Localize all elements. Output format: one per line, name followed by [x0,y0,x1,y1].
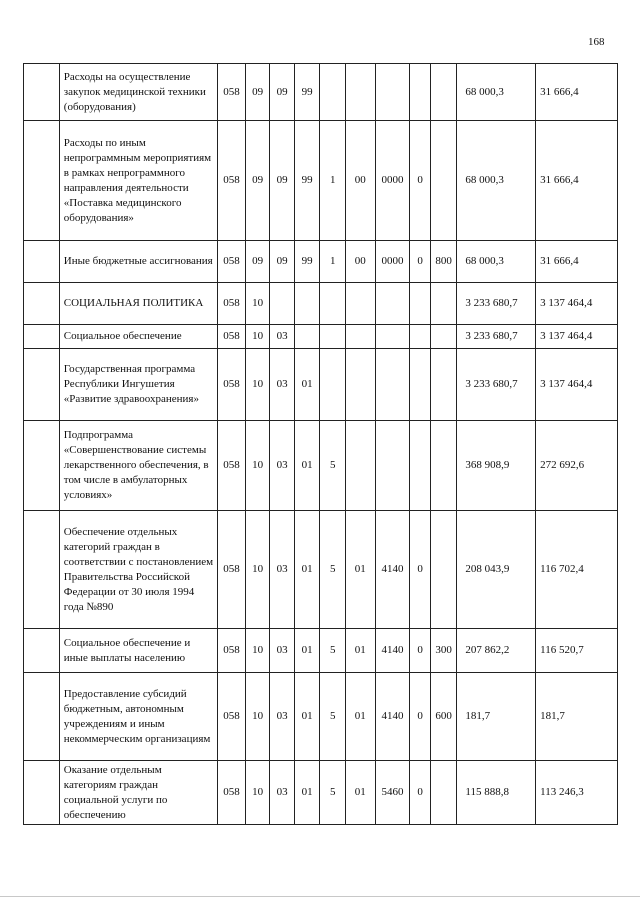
expense-type-code-cell [430,121,457,241]
event-code-cell [345,325,375,349]
row-name-cell: Расходы на осуществление закупок медицинской техники (оборудования) [59,64,217,121]
subsection-code-cell: 03 [270,511,295,629]
direction-code-cell: 4140 [375,511,410,629]
subsection-code-cell: 03 [270,629,295,673]
extra-code-cell: 0 [410,673,430,761]
section-code-cell: 10 [245,673,270,761]
amount-1-cell: 68 000,3 [457,64,536,121]
table-row [24,761,618,825]
row-number-cell [24,241,60,283]
direction-code-cell [375,283,410,325]
subsection-code-cell: 09 [270,64,295,121]
direction-code-cell: 0000 [375,121,410,241]
event-code-cell: 01 [345,511,375,629]
subsection-code-cell: 03 [270,325,295,349]
admin-code-cell: 058 [218,241,246,283]
table-row [24,121,618,241]
extra-code-cell: 0 [410,511,430,629]
section-code-cell: 10 [245,349,270,421]
budget-table [23,63,618,825]
event-code-cell: 01 [345,629,375,673]
subprogram-code-cell [320,349,346,421]
extra-code-cell [410,349,430,421]
amount-2-cell: 116 520,7 [536,629,618,673]
event-code-cell: 00 [345,241,375,283]
extra-code-cell: 0 [410,121,430,241]
row-name-cell: Подпрограмма «Совершенствование системы лекарственного обеспечения, в том числе в амбулаторных условиях» [59,421,217,511]
event-code-cell [345,421,375,511]
amount-1-cell: 207 862,2 [457,629,536,673]
expense-type-code-cell [430,421,457,511]
section-code-cell: 10 [245,283,270,325]
table-row [24,673,618,761]
page-number: 168 [588,36,605,48]
subsection-code-cell: 03 [270,421,295,511]
table-row [24,629,618,673]
subprogram-code-cell: 5 [320,421,346,511]
section-code-cell: 10 [245,421,270,511]
amount-1-cell: 68 000,3 [457,241,536,283]
row-number-cell [24,511,60,629]
expense-type-code-cell [430,349,457,421]
row-number-cell [24,283,60,325]
extra-code-cell [410,421,430,511]
admin-code-cell: 058 [218,121,246,241]
subsection-code-cell: 09 [270,241,295,283]
page-bottom-edge [0,896,640,897]
amount-2-cell: 272 692,6 [536,421,618,511]
program-code-cell: 01 [294,629,320,673]
expense-type-code-cell: 800 [430,241,457,283]
extra-code-cell [410,64,430,121]
row-number-cell [24,673,60,761]
subprogram-code-cell: 1 [320,121,346,241]
table-row [24,421,618,511]
row-name-cell: Обеспечение отдельных категорий граждан в соответствии с постановлением Правительства Российской Федерации от 30 июля 1994 года №890 [59,511,217,629]
subprogram-code-cell [320,283,346,325]
row-name-cell: СОЦИАЛЬНАЯ ПОЛИТИКА [59,283,217,325]
admin-code-cell: 058 [218,283,246,325]
subsection-code-cell [270,283,295,325]
expense-type-code-cell [430,283,457,325]
expense-type-code-cell [430,325,457,349]
admin-code-cell: 058 [218,349,246,421]
event-code-cell [345,349,375,421]
expense-type-code-cell [430,511,457,629]
row-name-cell: Социальное обеспечение и иные выплаты населению [59,629,217,673]
amount-2-cell: 31 666,4 [536,121,618,241]
section-code-cell: 09 [245,121,270,241]
event-code-cell: 00 [345,121,375,241]
event-code-cell [345,64,375,121]
row-name-cell: Расходы по иным непрограммным мероприятиям в рамках непрограммного направления деятельности «Поставка медицинского оборудования» [59,121,217,241]
admin-code-cell: 058 [218,629,246,673]
event-code-cell: 01 [345,673,375,761]
extra-code-cell: 0 [410,629,430,673]
amount-1-cell: 68 000,3 [457,121,536,241]
table-row [24,511,618,629]
row-name-cell: Иные бюджетные ассигнования [59,241,217,283]
expense-type-code-cell [430,761,457,825]
section-code-cell: 10 [245,761,270,825]
amount-2-cell: 116 702,4 [536,511,618,629]
admin-code-cell: 058 [218,421,246,511]
table-row [24,241,618,283]
program-code-cell: 99 [294,241,320,283]
extra-code-cell [410,325,430,349]
event-code-cell: 01 [345,761,375,825]
program-code-cell: 99 [294,121,320,241]
direction-code-cell: 4140 [375,629,410,673]
subprogram-code-cell: 5 [320,511,346,629]
row-name-cell: Предоставление субсидий бюджетным, автономным учреждениям и иным некоммерческим организациям [59,673,217,761]
table-row [24,64,618,121]
subsection-code-cell: 09 [270,121,295,241]
row-name-cell: Оказание отдельным категориям граждан социальной услуги по обеспечению [59,761,217,825]
subprogram-code-cell: 5 [320,629,346,673]
section-code-cell: 09 [245,64,270,121]
event-code-cell [345,283,375,325]
amount-1-cell: 115 888,8 [457,761,536,825]
program-code-cell: 01 [294,511,320,629]
admin-code-cell: 058 [218,511,246,629]
direction-code-cell: 0000 [375,241,410,283]
admin-code-cell: 058 [218,64,246,121]
row-number-cell [24,629,60,673]
section-code-cell: 10 [245,325,270,349]
program-code-cell [294,283,320,325]
subsection-code-cell: 03 [270,761,295,825]
subsection-code-cell: 03 [270,349,295,421]
direction-code-cell [375,421,410,511]
amount-2-cell: 3 137 464,4 [536,325,618,349]
subprogram-code-cell: 1 [320,241,346,283]
row-number-cell [24,349,60,421]
expense-type-code-cell: 600 [430,673,457,761]
amount-1-cell: 208 043,9 [457,511,536,629]
section-code-cell: 09 [245,241,270,283]
subprogram-code-cell [320,325,346,349]
section-code-cell: 10 [245,629,270,673]
amount-1-cell: 368 908,9 [457,421,536,511]
direction-code-cell: 5460 [375,761,410,825]
program-code-cell [294,325,320,349]
admin-code-cell: 058 [218,761,246,825]
section-code-cell: 10 [245,511,270,629]
amount-1-cell: 181,7 [457,673,536,761]
extra-code-cell: 0 [410,241,430,283]
amount-1-cell: 3 233 680,7 [457,325,536,349]
expense-type-code-cell: 300 [430,629,457,673]
row-number-cell [24,64,60,121]
amount-2-cell: 3 137 464,4 [536,283,618,325]
amount-2-cell: 31 666,4 [536,241,618,283]
subprogram-code-cell: 5 [320,761,346,825]
program-code-cell: 01 [294,673,320,761]
table-row [24,325,618,349]
program-code-cell: 01 [294,761,320,825]
program-code-cell: 01 [294,349,320,421]
direction-code-cell [375,64,410,121]
row-number-cell [24,421,60,511]
direction-code-cell [375,325,410,349]
program-code-cell: 01 [294,421,320,511]
direction-code-cell [375,349,410,421]
subprogram-code-cell: 5 [320,673,346,761]
program-code-cell: 99 [294,64,320,121]
amount-2-cell: 113 246,3 [536,761,618,825]
admin-code-cell: 058 [218,673,246,761]
direction-code-cell: 4140 [375,673,410,761]
row-name-cell: Государственная программа Республики Ингушетия «Развитие здравоохранения» [59,349,217,421]
row-name-cell: Социальное обеспечение [59,325,217,349]
extra-code-cell: 0 [410,761,430,825]
extra-code-cell [410,283,430,325]
row-number-cell [24,761,60,825]
table-body [24,64,618,825]
row-number-cell [24,121,60,241]
amount-1-cell: 3 233 680,7 [457,283,536,325]
amount-2-cell: 31 666,4 [536,64,618,121]
subprogram-code-cell [320,64,346,121]
table-row [24,283,618,325]
amount-1-cell: 3 233 680,7 [457,349,536,421]
expense-type-code-cell [430,64,457,121]
amount-2-cell: 3 137 464,4 [536,349,618,421]
subsection-code-cell: 03 [270,673,295,761]
amount-2-cell: 181,7 [536,673,618,761]
admin-code-cell: 058 [218,325,246,349]
table-row [24,349,618,421]
row-number-cell [24,325,60,349]
